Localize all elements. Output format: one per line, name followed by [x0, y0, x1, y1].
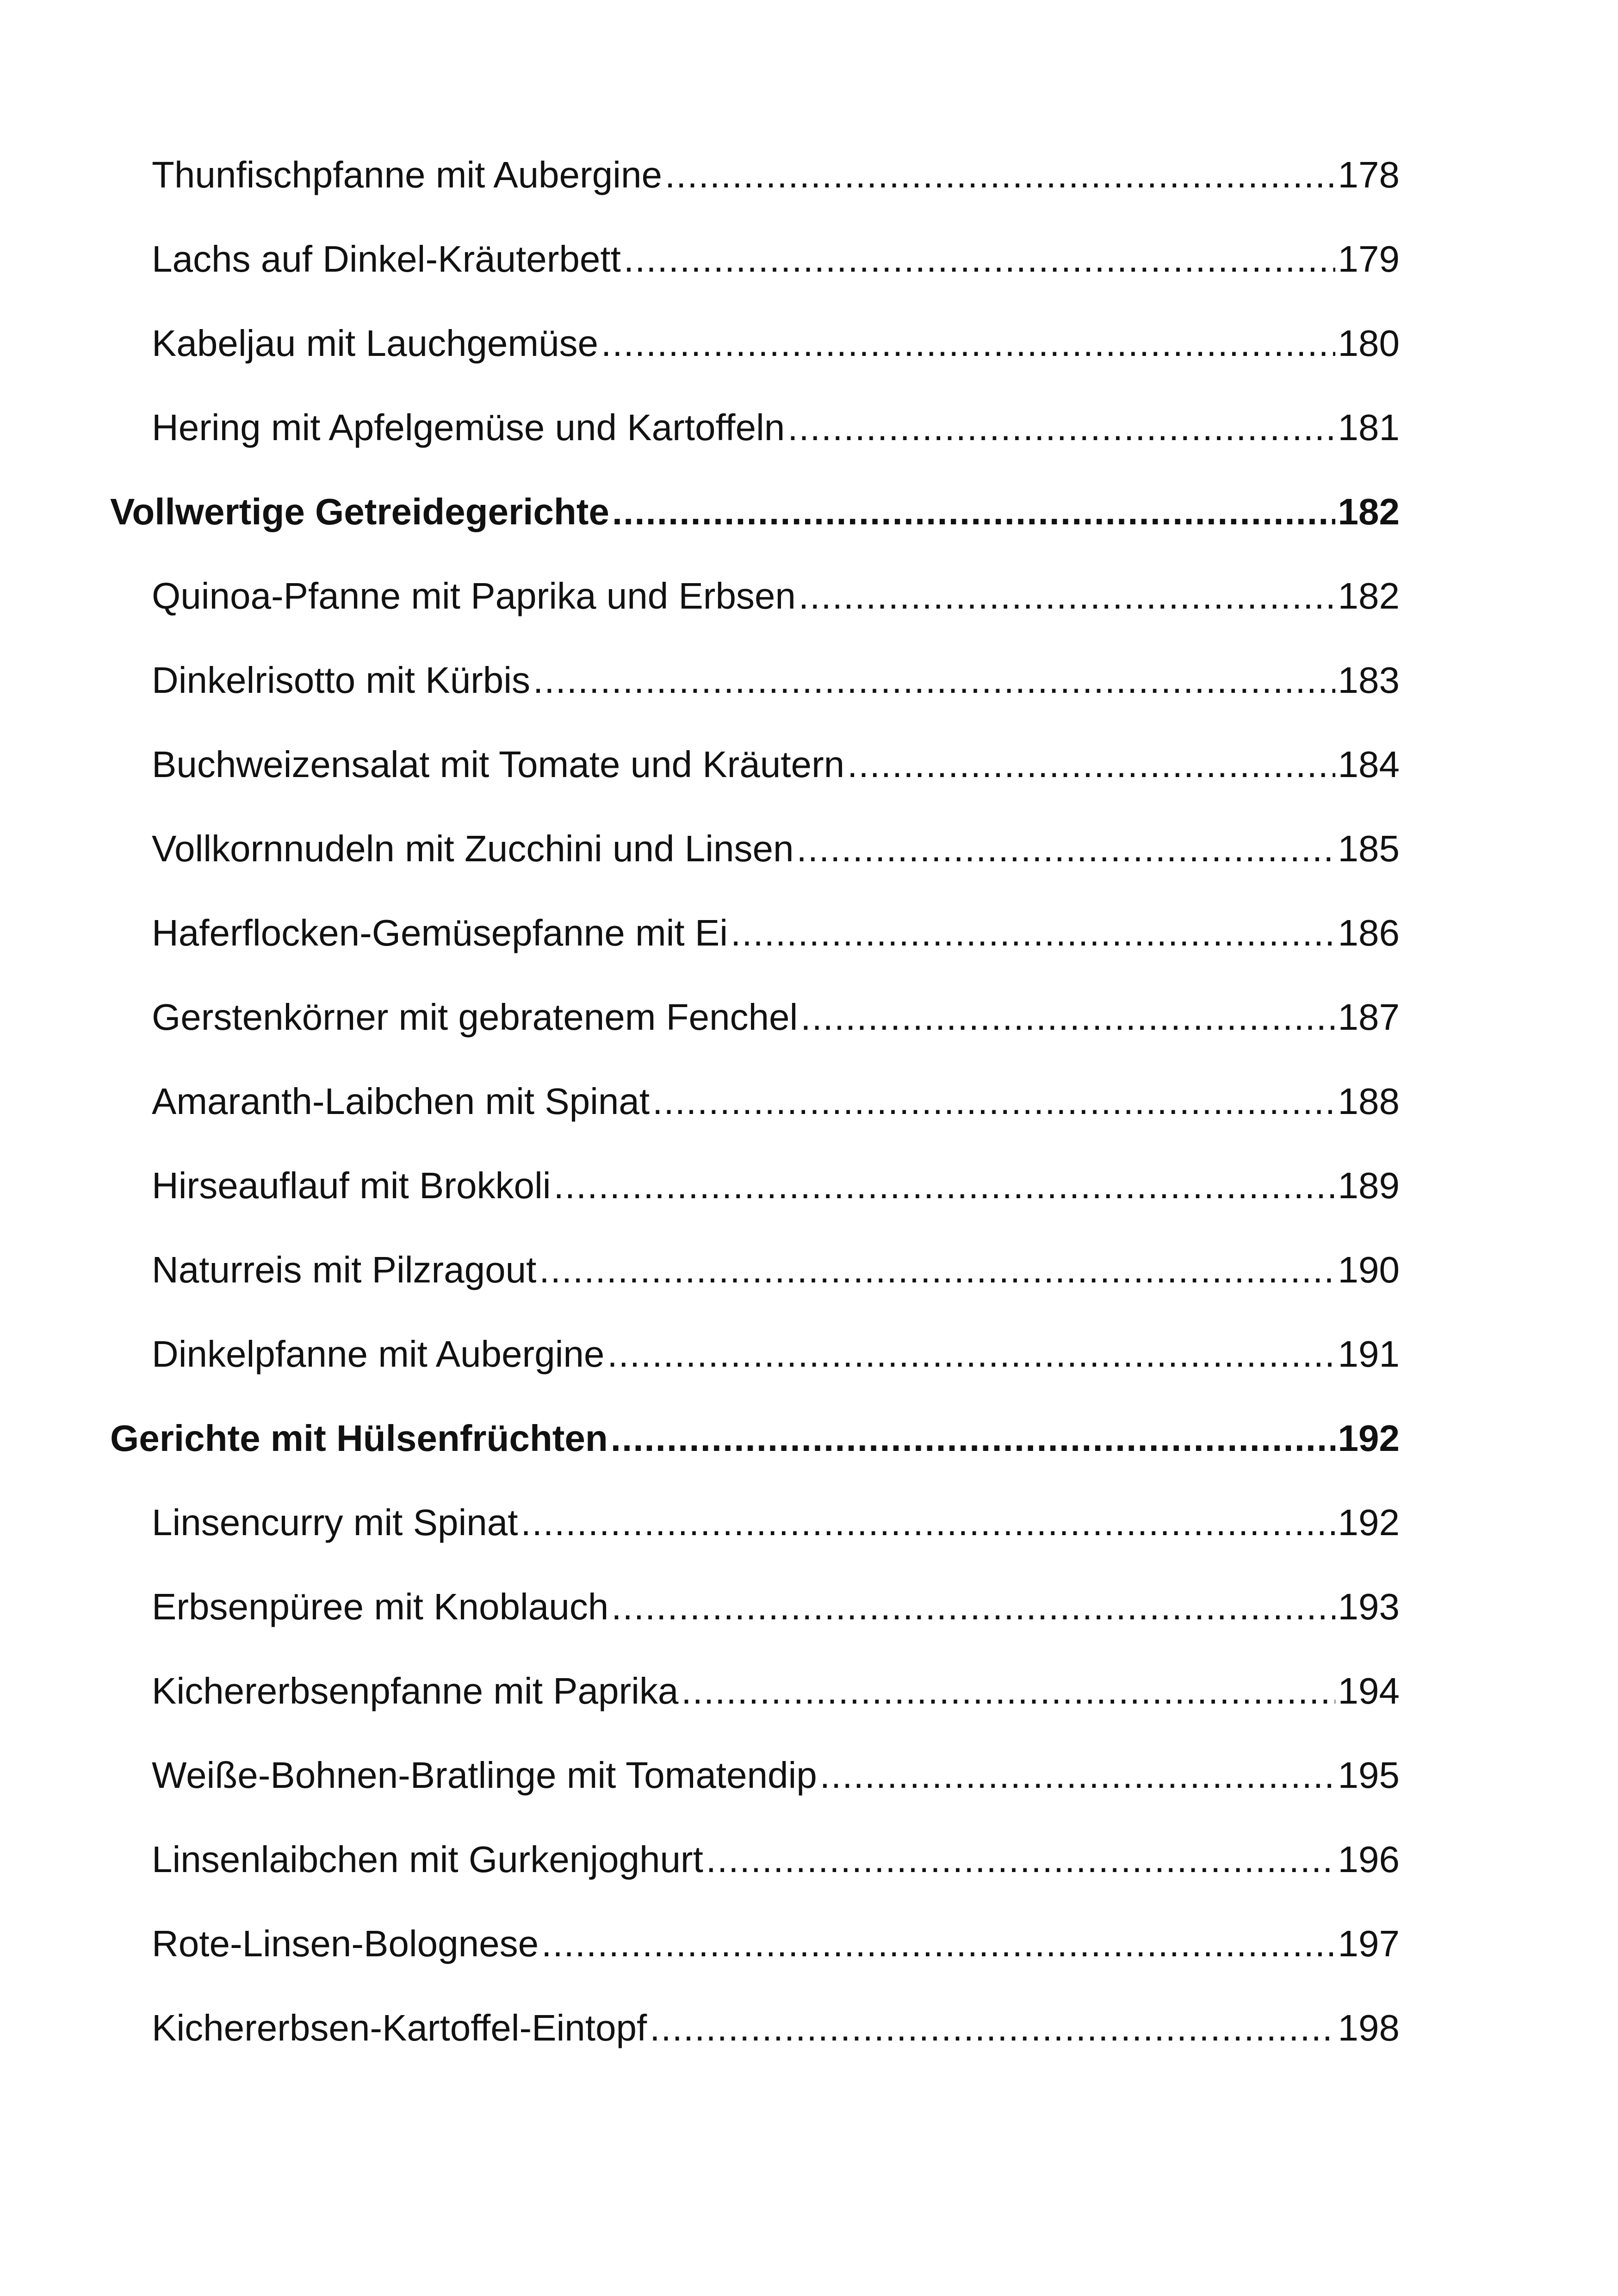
toc-dot-leader: [847, 746, 1335, 783]
toc-entry: [152, 1720, 1400, 1794]
toc-section-page: 192: [1338, 1418, 1400, 1459]
toc-entry-page: 183: [1338, 660, 1400, 701]
toc-entry: [152, 962, 1400, 1036]
toc-dot-leader: [612, 493, 1335, 530]
toc-entry: [152, 793, 1400, 867]
toc-entry-page: 178: [1338, 154, 1400, 195]
toc-entry-title: Naturreis mit Pilzragout: [152, 1249, 537, 1290]
toc-entry-title: Haferflocken-Gemüsepfanne mit Ei: [152, 912, 728, 953]
toc-dot-leader: [787, 409, 1335, 446]
toc-entry-page: 195: [1338, 1755, 1400, 1796]
toc-entry-page: 194: [1338, 1670, 1400, 1711]
toc-entry: [152, 288, 1400, 362]
toc-dot-leader: [799, 578, 1335, 615]
toc-entry: [152, 877, 1400, 952]
toc-entry-page: 189: [1338, 1165, 1400, 1206]
toc-entry-title: Linsenlaibchen mit Gurkenjoghurt: [152, 1839, 703, 1880]
toc-entry-page: 180: [1338, 323, 1400, 364]
toc-section-heading: [110, 1383, 1400, 1457]
toc-dot-leader: [541, 1925, 1335, 1962]
toc-section-title: Vollwertige Getreidegerichte: [110, 491, 609, 532]
toc-dot-leader: [652, 1083, 1335, 1120]
toc-entry: [152, 541, 1400, 615]
toc-entry-page: 181: [1338, 407, 1400, 448]
toc-entry: [152, 1972, 1400, 2047]
toc-entry-title: Gerstenkörner mit gebratenem Fenchel: [152, 996, 798, 1038]
toc-dot-leader: [601, 325, 1335, 362]
toc-entry: [152, 1214, 1400, 1288]
toc-entry-title: Quinoa-Pfanne mit Paprika und Erbsen: [152, 575, 796, 616]
toc-entry-title: Weiße-Bohnen-Bratlinge mit Tomatendip: [152, 1755, 817, 1796]
toc-entry-page: 192: [1338, 1502, 1400, 1543]
toc-entry-page: 186: [1338, 912, 1400, 953]
toc-entry-page: 185: [1338, 828, 1400, 869]
toc-dot-leader: [797, 830, 1335, 867]
toc-entry-title: Lachs auf Dinkel-Kräuterbett: [152, 238, 621, 280]
toc-entry-page: 193: [1338, 1586, 1400, 1627]
toc-entry: [152, 372, 1400, 446]
toc-entry-title: Linsencurry mit Spinat: [152, 1502, 518, 1543]
toc-entry: [152, 1299, 1400, 1373]
toc-section-page: 182: [1338, 491, 1400, 532]
toc-entry-page: 188: [1338, 1081, 1400, 1122]
toc-entry: [152, 709, 1400, 783]
toc-entry: [152, 1636, 1400, 1710]
toc-dot-leader: [624, 241, 1335, 278]
toc-entry-page: 191: [1338, 1333, 1400, 1375]
toc-entry: [152, 625, 1400, 699]
toc-dot-leader: [800, 999, 1335, 1036]
toc-entry: [152, 1804, 1400, 1878]
toc-entry-page: 184: [1338, 744, 1400, 785]
toc-entry-title: Kichererbsen-Kartoffel-Eintopf: [152, 2007, 647, 2048]
toc-dot-leader: [820, 1757, 1335, 1794]
toc-entry-page: 196: [1338, 1839, 1400, 1880]
toc-section-title: Gerichte mit Hülsenfrüchten: [110, 1418, 608, 1459]
toc-entry-title: Hirseauflauf mit Brokkoli: [152, 1165, 551, 1206]
toc-entry-title: Thunfischpfanne mit Aubergine: [152, 154, 662, 195]
toc-entry-page: 198: [1338, 2007, 1400, 2048]
toc-dot-leader: [706, 1841, 1335, 1878]
toc-entry-page: 187: [1338, 996, 1400, 1038]
toc-dot-leader: [731, 915, 1335, 952]
toc-dot-leader: [665, 156, 1335, 193]
toc-entry: [152, 119, 1400, 193]
toc-entry-title: Dinkelpfanne mit Aubergine: [152, 1333, 605, 1375]
toc-dot-leader: [650, 2010, 1335, 2047]
toc-entry-title: Amaranth-Laibchen mit Spinat: [152, 1081, 650, 1122]
toc-entry-title: Vollkornnudeln mit Zucchini und Linsen: [152, 828, 794, 869]
toc-entry: [152, 1467, 1400, 1541]
toc-entry-title: Kabeljau mit Lauchgemüse: [152, 323, 599, 364]
toc-entry: [152, 1888, 1400, 1962]
toc-dot-leader: [681, 1673, 1335, 1710]
toc-entry-page: 197: [1338, 1923, 1400, 1964]
toc-dot-leader: [521, 1504, 1335, 1541]
toc-entry-title: Buchweizensalat mit Tomate und Kräutern: [152, 744, 845, 785]
toc-entry-title: Dinkelrisotto mit Kürbis: [152, 660, 531, 701]
toc-entry-title: Erbsenpüree mit Knoblauch: [152, 1586, 609, 1627]
toc-dot-leader: [607, 1336, 1335, 1373]
toc-dot-leader: [554, 1167, 1335, 1204]
toc-entry-page: 179: [1338, 238, 1400, 280]
toc-entry-page: 190: [1338, 1249, 1400, 1290]
toc-entry-title: Hering mit Apfelgemüse und Kartoffeln: [152, 407, 785, 448]
toc-entry-page: 182: [1338, 575, 1400, 616]
toc-entry: [152, 1046, 1400, 1120]
toc-entry: [152, 1130, 1400, 1204]
toc-entry-title: Rote-Linsen-Bolognese: [152, 1923, 539, 1964]
toc-entry: [152, 204, 1400, 278]
toc-entry-title: Kichererbsenpfanne mit Paprika: [152, 1670, 679, 1711]
toc-dot-leader: [611, 1588, 1335, 1625]
toc-dot-leader: [539, 1251, 1335, 1288]
toc-entry: [152, 1551, 1400, 1625]
toc-dot-leader: [611, 1420, 1335, 1457]
toc-section-heading: [110, 456, 1400, 530]
toc-dot-leader: [533, 662, 1335, 699]
